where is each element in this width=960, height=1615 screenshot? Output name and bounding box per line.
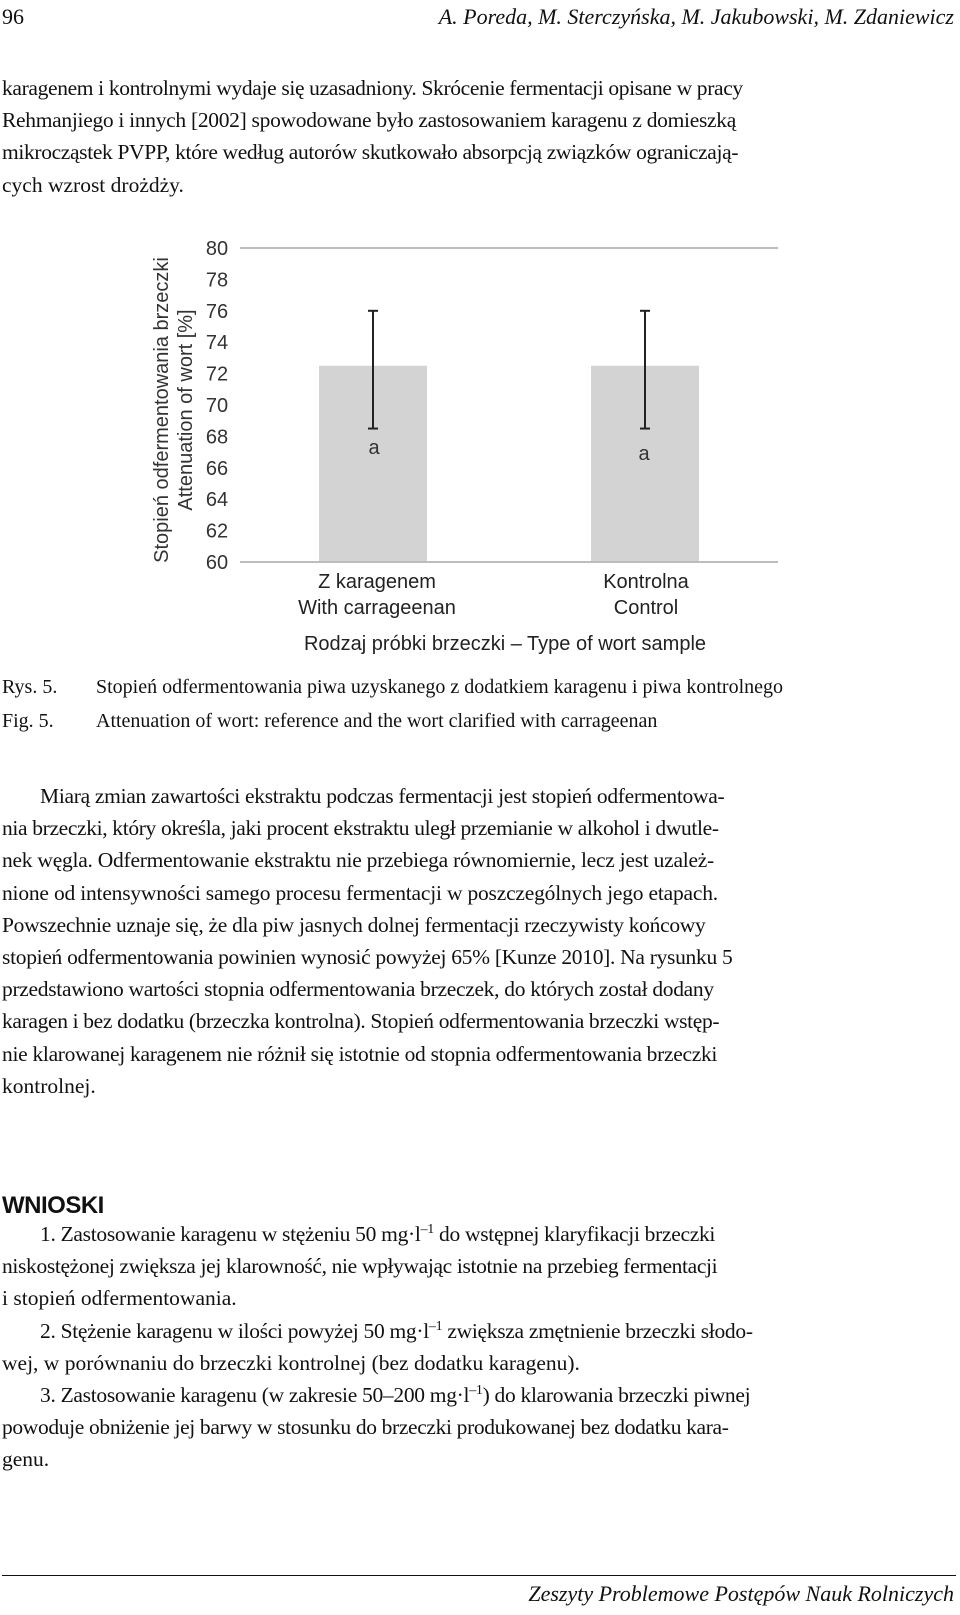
- y-axis-label-line: Attenuation of wort [%]: [175, 309, 197, 511]
- y-axis-label-line: Stopień odfermentowania brzeczki: [151, 257, 173, 563]
- y-tick-label: 78: [205, 269, 229, 292]
- x-axis-label: Rodzaj próbki brzeczki – Type of wort sample: [303, 633, 707, 655]
- text-line: [2, 1218, 956, 1250]
- conclusion-item-3: [2, 1379, 956, 1476]
- significance-label: a: [638, 443, 650, 465]
- caption-label: Rys. 5.: [2, 676, 58, 698]
- text-segment: 1. Zastosowanie karagenu w stężeniu 50 mg·l: [40, 1222, 421, 1246]
- text-line: nione od intensywności samego procesu fermentacji w poszczególnych jego etapach.: [2, 880, 718, 905]
- x-category-label: With carrageenan: [298, 597, 456, 619]
- significance-label: a: [368, 437, 380, 459]
- text-line: karagenem i kontrolnymi wydaje się uzasadniony. Skrócenie fermentacji opisane w pracy: [2, 76, 743, 100]
- text-line: [2, 1315, 956, 1347]
- text-line: genu.: [2, 1447, 50, 1472]
- attenuation-chart: [0, 222, 960, 682]
- text-line: [2, 1379, 956, 1411]
- conclusion-item-2: [2, 1315, 956, 1379]
- body-paragraph: [2, 780, 956, 1102]
- y-tick-label: 72: [205, 363, 229, 386]
- x-category-label: Control: [613, 597, 679, 619]
- running-authors: A. Poreda, M. Sterczyńska, M. Jakubowski, M. Zdaniewicz: [438, 4, 954, 29]
- text-segment: zwiększa zmętnienie brzeczki słodo-: [442, 1319, 753, 1343]
- text-line: nie klarowanej karagenem nie różnił się istotnie od stopnia odfermentowania brzeczki: [2, 1041, 718, 1066]
- section-heading: WNIOSKI: [2, 1192, 104, 1219]
- text-line: wej, w porównaniu do brzeczki kontrolnej (bez dodatku karagenu).: [2, 1351, 580, 1376]
- page-number: 96: [2, 4, 24, 29]
- bar-chart-svg: [0, 222, 960, 682]
- text-line: nek węgla. Odfermentowanie ekstraktu nie przebiega równomiernie, lecz jest uzależ-: [2, 848, 714, 873]
- y-tick-label: 70: [205, 395, 229, 417]
- journal-footer: Zeszyty Problemowe Postępów Nauk Rolniczych: [528, 1581, 954, 1606]
- y-tick-label: 74: [205, 332, 229, 355]
- x-category-labels: [298, 571, 690, 619]
- y-tick-label: 76: [205, 300, 229, 323]
- caption-label: Fig. 5.: [2, 710, 54, 732]
- text-line: kontrolnej.: [2, 1073, 96, 1098]
- x-category-label: Kontrolna: [603, 571, 689, 593]
- text-line: przedstawiono wartości stopnia odfermentowania brzeczek, do których został dodany: [2, 977, 714, 1002]
- text-line: stopień odfermentowania powinien wynosić powyżej 65% [Kunze 2010]. Na rysunku 5: [2, 945, 733, 970]
- y-tick-label: 80: [205, 238, 229, 260]
- x-category-label: Z karagenem: [318, 571, 436, 593]
- text-line: Powszechnie uznaje się, że dla piw jasnych dolnej fermentacji rzeczywisty końcowy: [2, 912, 706, 937]
- text-line: karagen i bez dodatku (brzeczka kontrolna). Stopień odfermentowania brzeczki wstęp-: [2, 1009, 720, 1034]
- text-line: Rehmanjiego i innych [2002] spowodowane było zastosowaniem karagenu z domieszką: [2, 108, 736, 133]
- text-line: niskostężonej zwiększa jej klarowność, nie wpływając istotnie na przebieg fermentacji: [2, 1254, 718, 1279]
- caption-text: Stopień odfermentowania piwa uzyskanego z dodatkiem karagenu i piwa kontrolnego: [96, 676, 784, 698]
- superscript: –1: [420, 1221, 434, 1237]
- y-axis-label: [151, 257, 197, 563]
- superscript: –1: [469, 1382, 483, 1398]
- text-segment: 2. Stężenie karagenu w ilości powyżej 50 mg·l: [40, 1319, 429, 1343]
- superscript: –1: [428, 1318, 443, 1334]
- text-segment: ) do klarowania brzeczki piwnej: [482, 1383, 751, 1407]
- y-tick-label: 68: [205, 426, 229, 449]
- conclusion-item-1: [2, 1218, 956, 1315]
- text-line: i stopień odfermentowania.: [2, 1286, 237, 1311]
- footer-rule: [2, 1575, 956, 1576]
- text-segment: do wstępnej klaryfikacji brzeczki: [433, 1222, 716, 1246]
- intro-paragraph: [2, 72, 956, 201]
- y-tick-label: 60: [205, 552, 229, 574]
- text-segment: 3. Zastosowanie karagenu (w zakresie 50–200 mg·l: [40, 1383, 470, 1407]
- text-line: mikrocząstek PVPP, które według autorów skutkowało absorpcją związków ograniczają-: [2, 140, 739, 165]
- text-line: cych wzrost drożdży.: [2, 172, 184, 197]
- y-tick-label: 66: [205, 457, 229, 480]
- y-tick-labels: [206, 238, 228, 574]
- text-line: Miarą zmian zawartości ekstraktu podczas fermentacji jest stopień odfermentowa-: [40, 784, 725, 808]
- y-tick-label: 62: [205, 520, 229, 543]
- page-header: [0, 4, 960, 36]
- y-tick-label: 64: [205, 489, 229, 512]
- caption-text: Attenuation of wort: reference and the wort clarified with carrageenan: [96, 710, 658, 732]
- text-line: nia brzeczki, który określa, jaki procent ekstraktu uległ przemianie w alkohol i dwutle-: [2, 816, 719, 841]
- text-line: powoduje obniżenie jej barwy w stosunku do brzeczki produkowanej bez dodatku kara-: [2, 1415, 729, 1440]
